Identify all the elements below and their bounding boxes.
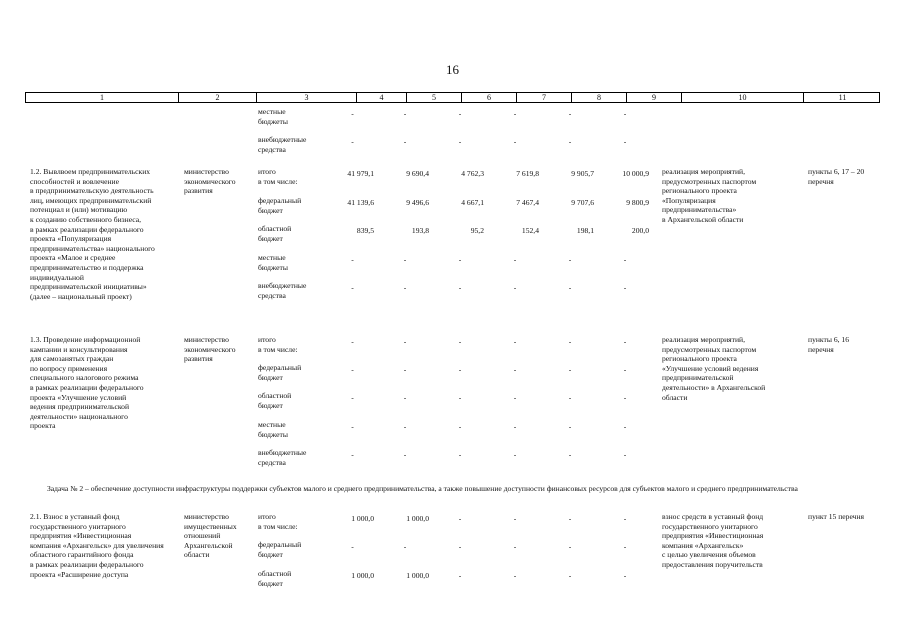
activity-2-1-row-value: -	[623, 514, 627, 523]
activity-2-1-row-value: 1 000,0	[351, 571, 374, 580]
activity-1-3-row-value: -	[351, 393, 354, 402]
activity-1-2-row-fund-label: средства	[258, 290, 286, 300]
activity-1-2-row-value: 839,5	[356, 226, 374, 235]
activity-2-1-row-value: -	[568, 514, 572, 523]
activity-1-3-row-value: -	[351, 450, 354, 459]
activity-1-2-row-fund-label: бюджет	[258, 205, 283, 215]
activity-1-3-row-value: -	[458, 422, 462, 431]
activity-1-3-title: кампании и консультирования	[30, 344, 128, 354]
activity-1-2-title: индивидуальной	[30, 272, 84, 282]
activity-1-2-title: предпринимательства» национального	[30, 243, 155, 253]
activity-2-1-row-fund-label: бюджет	[258, 549, 283, 559]
activity-1-2-row-value: 95,2	[470, 226, 484, 235]
cont-row-value: -	[351, 137, 354, 146]
activity-1-3-title: в рамках реализации федерального	[30, 383, 144, 392]
activity-2-1-result: компания «Архангельск»	[662, 540, 744, 550]
activity-2-1-title: государственного унитарного	[30, 521, 126, 531]
activity-1-3-row-value: -	[458, 337, 462, 346]
activity-1-2-row-value: 200,0	[631, 226, 649, 235]
cont-row-value: -	[458, 137, 462, 146]
activity-1-2-title: 1.2. Вывлвоем предпринимательских	[30, 167, 151, 176]
activity-2-1-link: пункт 15 перечня	[808, 512, 865, 521]
activity-2-1-row-fund-label: бюджет	[258, 578, 283, 588]
activity-1-2-row-value: 198,1	[576, 226, 594, 235]
activity-1-3-row-value: -	[568, 393, 572, 402]
activity-1-3-row-value: -	[403, 365, 407, 374]
cont-row-fund-label: местные	[258, 107, 286, 116]
activity-1-3-row-value: -	[513, 393, 517, 402]
col-header-1: 1	[26, 93, 179, 102]
table-header	[25, 92, 880, 103]
activity-1-2-row-value: -	[351, 283, 354, 292]
activity-1-2-executor: развития	[184, 186, 213, 196]
activity-1-3-result: реализация мероприятий,	[662, 335, 745, 344]
activity-1-2-row-value: -	[403, 255, 407, 264]
activity-1-2-row-value: 9 800,9	[626, 198, 649, 207]
activity-2-1-row-fund-label: в том числе:	[258, 521, 298, 531]
activity-1-3-row-value: -	[568, 422, 572, 431]
activity-2-1-row-value: 1 000,0	[406, 571, 429, 580]
activity-2-1-title: 2.1. Взнос в уставный фонд	[30, 512, 120, 521]
activity-1-2-executor: экономического	[184, 176, 236, 186]
activity-2-1-row-fund-label: областной	[258, 569, 292, 578]
activity-1-2-row-fund-label: в том числе:	[258, 176, 298, 186]
activity-1-2-row-value: -	[513, 283, 517, 292]
activity-2-1-executor: министерство	[184, 512, 229, 521]
activity-1-2-row-fund-label: итого	[258, 167, 276, 176]
activity-1-3-title: деятельности» национального	[30, 411, 128, 421]
activity-1-2-title: предпринимательской инициативы»	[30, 282, 147, 292]
col-header-4: 4	[357, 93, 407, 102]
activity-1-2-result: в Архангельской области	[662, 215, 744, 224]
activity-1-2-row-value: 9 707,6	[571, 198, 594, 207]
cont-row-value: -	[403, 109, 407, 118]
activity-2-1-result: взнос средств в уставный фонд	[662, 512, 764, 521]
task-2-heading: Задача № 2 – обеспечение доступности инфраструктуры поддержки субъектов малого и среднего предпринимательства, а также повышение доступности финансовых ресурсов для субъектов малого и среднего предпринимательства	[47, 484, 798, 493]
col-header-6: 6	[462, 93, 517, 102]
activity-1-2-result: реализация мероприятий,	[662, 167, 745, 176]
activity-2-1-title: проекта «Расширение доступа	[30, 569, 129, 579]
activity-1-3-row-value: -	[623, 393, 627, 402]
cont-row-value: -	[568, 137, 572, 146]
activity-1-3-link: перечня	[808, 344, 834, 354]
col-header-5: 5	[407, 93, 462, 102]
activity-2-1-row-value: -	[513, 542, 517, 551]
activity-1-3-result: регионального проекта	[662, 354, 737, 364]
col-header-3: 3	[257, 93, 357, 102]
cont-row-value: -	[403, 137, 407, 146]
activity-1-2-row-value: 7 619,8	[516, 169, 539, 178]
activity-1-3-row-value: -	[568, 450, 572, 459]
cont-row-value: -	[351, 109, 354, 118]
activity-1-3-row-value: -	[351, 337, 354, 346]
activity-2-1-row-value: -	[351, 542, 354, 551]
activity-1-2-row-fund-label: областной	[258, 224, 292, 233]
activity-2-1-result: государственного унитарного	[662, 521, 758, 531]
activity-1-2-title: проекта «Малое и среднее	[30, 253, 116, 263]
activity-1-3-row-value: -	[623, 365, 627, 374]
activity-1-3-row-fund-label: внебюджетные	[258, 448, 307, 457]
activity-1-3-row-value: -	[403, 450, 407, 459]
activity-1-3-row-fund-label: итого	[258, 335, 276, 344]
activity-1-3-row-value: -	[623, 450, 627, 459]
cont-row-value: -	[513, 137, 517, 146]
activity-2-1-executor: имущественных	[184, 521, 237, 531]
cont-row-value: -	[513, 109, 517, 118]
activity-1-3-title: по вопросу применения	[30, 363, 108, 373]
activity-1-2-title: проекта «Популяризация	[30, 234, 112, 244]
activity-1-3-row-fund-label: бюджет	[258, 372, 283, 382]
activity-1-3-row-fund-label: бюджеты	[258, 429, 288, 439]
activity-1-3-title: ведения предпринимательской	[30, 402, 130, 412]
activity-1-3-result: области	[662, 392, 688, 402]
activity-1-3-row-fund-label: средства	[258, 457, 286, 467]
activity-1-2-row-value: 193,8	[411, 226, 429, 235]
activity-1-2-row-value: 41 139,6	[347, 198, 374, 207]
activity-1-2-row-value: -	[458, 283, 462, 292]
activity-1-3-title: для самозанятых граждан	[30, 354, 114, 364]
activity-1-2-row-value: -	[623, 255, 627, 264]
activity-1-3-title: специального налогового режима	[30, 373, 139, 383]
activity-1-2-title: способностей и вовлечение	[30, 176, 119, 186]
activity-1-3-row-value: -	[513, 422, 517, 431]
activity-2-1-row-value: -	[458, 542, 462, 551]
activity-1-3-result: предпринимательской	[662, 373, 734, 383]
activity-1-3-executor: экономического	[184, 344, 236, 354]
activity-1-3-row-value: -	[623, 337, 627, 346]
activity-1-2-row-fund-label: бюджеты	[258, 262, 288, 272]
activity-1-2-result: предусмотренных паспортом	[662, 176, 757, 186]
activity-1-3-row-value: -	[458, 450, 462, 459]
activity-1-3-row-value: -	[568, 337, 572, 346]
activity-1-3-executor: развития	[184, 354, 213, 364]
activity-2-1-row-value: -	[458, 571, 462, 580]
activity-1-2-row-value: -	[623, 283, 627, 292]
activity-1-2-row-value: 9 905,7	[571, 169, 594, 178]
cont-row-fund-label: бюджеты	[258, 116, 288, 126]
activity-1-3-row-value: -	[623, 422, 627, 431]
activity-1-2-row-value: 9 690,4	[406, 169, 429, 178]
activity-1-2-row-value: 41 979,1	[347, 169, 374, 178]
activity-1-2-row-value: -	[403, 283, 407, 292]
cont-row-fund-label: средства	[258, 144, 286, 154]
page-number: 16	[446, 62, 459, 77]
activity-1-3-row-value: -	[513, 337, 517, 346]
activity-1-3-row-value: -	[403, 393, 407, 402]
cont-row-value: -	[623, 109, 627, 118]
activity-1-3-title: проекта	[30, 421, 56, 431]
activity-1-3-row-fund-label: областной	[258, 391, 292, 400]
activity-1-2-link: пункты 6, 17 – 20	[808, 167, 865, 176]
activity-1-2-row-value: -	[458, 255, 462, 264]
activity-2-1-row-fund-label: итого	[258, 512, 276, 521]
cont-row-value: -	[568, 109, 572, 118]
activity-1-2-row-value: -	[568, 283, 572, 292]
activity-1-2-result: «Популяризация	[662, 195, 716, 205]
activity-1-3-row-value: -	[458, 393, 462, 402]
activity-1-2-title: к созданию собственного бизнеса,	[30, 215, 142, 224]
activity-1-3-result: предусмотренных паспортом	[662, 344, 757, 354]
activity-1-2-row-value: 152,4	[521, 226, 539, 235]
activity-2-1-row-value: -	[513, 571, 517, 580]
activity-1-2-row-value: 9 496,6	[406, 198, 429, 207]
activity-1-2-row-value: 7 467,4	[516, 198, 539, 207]
activity-1-3-row-value: -	[458, 365, 462, 374]
activity-1-2-result: предпринимательства»	[662, 205, 737, 215]
activity-2-1-title: в рамках реализации федерального	[30, 560, 144, 569]
activity-1-2-result: регионального проекта	[662, 186, 737, 196]
activity-2-1-row-value: -	[568, 542, 572, 551]
activity-1-3-row-value: -	[568, 365, 572, 374]
activity-1-2-row-fund-label: внебюджетные	[258, 281, 307, 290]
activity-1-2-link: перечня	[808, 176, 834, 186]
activity-1-2-row-value: 4 762,3	[461, 169, 484, 178]
activity-1-3-title: 1.3. Проведение информационной	[30, 335, 141, 344]
activity-1-2-title: (далее – национальный проект)	[30, 291, 132, 301]
col-header-10: 10	[682, 93, 804, 102]
activity-1-3-row-value: -	[351, 422, 354, 431]
activity-1-2-row-value: 4 667,1	[461, 198, 484, 207]
activity-1-3-row-value: -	[513, 450, 517, 459]
activity-2-1-row-value: -	[513, 514, 517, 523]
activity-1-3-row-value: -	[403, 422, 407, 431]
activity-2-1-result: предоставления поручительств	[662, 560, 763, 569]
activity-2-1-row-value: 1 000,0	[351, 514, 374, 523]
activity-1-2-row-value: -	[513, 255, 517, 264]
activity-2-1-result: предприятия «Инвестиционная	[662, 531, 764, 541]
cont-row-value: -	[458, 109, 462, 118]
activity-1-2-row-fund-label: бюджет	[258, 233, 283, 243]
activity-1-3-result: «Улучшение условий ведения	[662, 363, 759, 373]
activity-1-2-title: потенциал и (или) мотивацию	[30, 205, 128, 215]
activity-1-3-link: пункты 6, 16	[808, 335, 850, 344]
activity-2-1-row-value: 1 000,0	[406, 514, 429, 523]
activity-2-1-title: компания «Архангельск» для увеличения	[30, 540, 164, 550]
activity-1-2-row-value: -	[351, 255, 354, 264]
activity-1-3-row-fund-label: местные	[258, 420, 286, 429]
activity-1-2-row-fund-label: местные	[258, 253, 286, 262]
activity-2-1-row-value: -	[568, 571, 572, 580]
activity-2-1-title: областного гарантийного фонда	[30, 550, 134, 560]
activity-1-3-row-value: -	[513, 365, 517, 374]
activity-1-3-executor: министерство	[184, 335, 229, 344]
col-header-9: 9	[627, 93, 682, 102]
col-header-2: 2	[179, 93, 257, 102]
activity-1-3-row-fund-label: бюджет	[258, 400, 283, 410]
activity-2-1-row-value: -	[403, 542, 407, 551]
activity-1-2-title: предпринимательство и поддержка	[30, 263, 144, 272]
activity-2-1-row-value: -	[458, 514, 462, 523]
activity-1-3-row-fund-label: в том числе:	[258, 344, 298, 354]
activity-1-2-row-value: 10 000,9	[622, 169, 649, 178]
activity-2-1-executor: области	[184, 550, 210, 560]
activity-1-2-title: в рамках реализации федерального	[30, 224, 144, 234]
activity-1-3-row-value: -	[403, 337, 407, 346]
col-header-11: 11	[838, 93, 847, 102]
activity-2-1-title: предприятия «Инвестиционная	[30, 531, 132, 541]
activity-1-3-row-value: -	[351, 365, 354, 374]
activity-2-1-result: с целью увеличения объемов	[662, 550, 756, 560]
activity-2-1-row-fund-label: федеральный	[258, 540, 302, 549]
col-header-8: 8	[572, 93, 627, 102]
activity-1-3-title: проекта «Улучшение условий	[30, 392, 127, 402]
cont-row-fund-label: внебюджетные	[258, 135, 307, 144]
activity-1-2-title: в предпринимательскую деятельность	[30, 186, 154, 196]
activity-1-3-result: деятельности» в Архангельской	[662, 383, 766, 392]
activity-2-1-row-value: -	[623, 571, 627, 580]
cont-row-value: -	[623, 137, 627, 146]
activity-1-2-row-value: -	[568, 255, 572, 264]
activity-2-1-executor: Архангельской	[184, 540, 233, 550]
activity-1-2-row-fund-label: федеральный	[258, 196, 302, 205]
activity-1-2-title: лиц, имеющих предпринимательский	[30, 195, 152, 205]
activity-2-1-executor: отношений	[184, 531, 221, 541]
activity-1-3-row-fund-label: федеральный	[258, 363, 302, 372]
activity-2-1-row-value: -	[623, 542, 627, 551]
activity-1-2-executor: министерство	[184, 167, 229, 176]
col-header-7: 7	[517, 93, 572, 102]
